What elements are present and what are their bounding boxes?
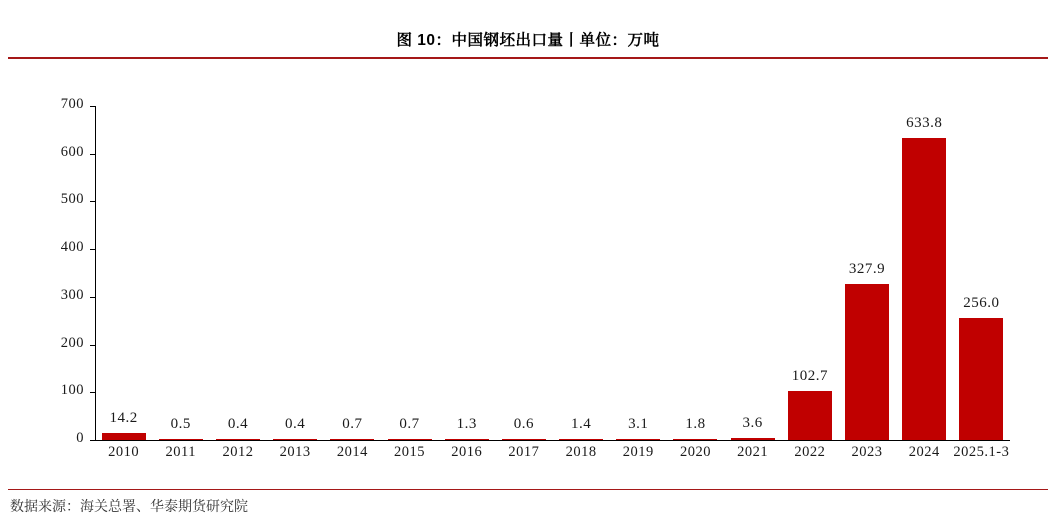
x-tick-label: 2010: [108, 444, 140, 460]
bar-value-label: 256.0: [963, 294, 1000, 311]
bar[interactable]: [102, 433, 146, 440]
y-tick-label: 700: [60, 96, 84, 112]
bar-value-label: 3.6: [742, 415, 763, 432]
bar-value-label: 0.7: [342, 415, 363, 432]
bar-slot: [667, 106, 724, 440]
x-tick-label: 2021: [737, 444, 769, 460]
x-tick-label: 2024: [908, 444, 940, 460]
bar-series: [95, 106, 1010, 440]
x-tick-label: 2025.1-3: [953, 444, 1010, 460]
x-tick-label: 2012: [222, 444, 254, 460]
bar[interactable]: [330, 439, 374, 441]
bar[interactable]: [559, 439, 603, 441]
bar-slot: [324, 106, 381, 440]
bar-value-label: 1.4: [570, 415, 592, 432]
bar-value-label: 1.8: [685, 415, 706, 432]
y-tick-label: 300: [60, 286, 84, 303]
x-tick-label: 2015: [394, 444, 426, 460]
bar-value-label: 327.9: [848, 260, 886, 277]
x-tick-label: 2011: [165, 444, 197, 460]
x-tick-label: 2014: [336, 444, 368, 460]
bar[interactable]: [273, 439, 317, 441]
bar[interactable]: [616, 439, 660, 441]
bar-slot: [438, 106, 495, 440]
x-tick-label: 2013: [279, 444, 311, 460]
bar[interactable]: [959, 318, 1003, 440]
bar-value-label: 0.4: [227, 415, 249, 432]
bar-slot: [381, 106, 438, 440]
x-tick-label: 2017: [508, 444, 540, 460]
y-tick-label: 600: [60, 143, 84, 160]
bar-slot: [267, 106, 324, 440]
x-axis: [95, 440, 1010, 441]
bar-slot: [152, 106, 209, 440]
bar[interactable]: [388, 439, 432, 441]
bar-slot: [610, 106, 667, 440]
x-tick-label: 2020: [679, 444, 711, 460]
bar-slot: [838, 106, 895, 440]
bar-value-label: 1.3: [456, 415, 477, 432]
bar[interactable]: [159, 439, 203, 441]
bar-value-label: 0.6: [513, 415, 535, 432]
y-tick-label: 400: [60, 239, 84, 256]
bar[interactable]: [445, 439, 489, 441]
x-tick-label: 2016: [451, 444, 483, 460]
bar-slot: [209, 106, 266, 440]
y-tick-mark: [90, 440, 95, 441]
y-tick-label: 100: [60, 382, 84, 399]
bar-slot: [896, 106, 953, 440]
bar[interactable]: [788, 391, 832, 440]
bar[interactable]: [731, 438, 775, 440]
y-tick-label: 200: [60, 334, 84, 351]
source-note: 数据来源：海关总署、华泰期货研究院: [10, 500, 248, 515]
title-divider: [8, 57, 1048, 59]
bar-value-label: 102.7: [791, 368, 828, 384]
bar-slot: [724, 106, 781, 440]
footer-divider: [8, 489, 1048, 490]
bar[interactable]: [902, 138, 946, 440]
bar-slot: [95, 106, 152, 440]
bar-value-label: 0.4: [285, 415, 306, 432]
x-tick-label: 2019: [622, 444, 654, 460]
x-tick-label: 2023: [851, 444, 883, 460]
bar-value-label: 14.2: [109, 410, 138, 427]
bar-slot: [953, 106, 1010, 440]
bar[interactable]: [216, 439, 260, 441]
bar-slot: [495, 106, 552, 440]
y-tick-label: 500: [60, 191, 84, 208]
bar-value-label: 0.5: [170, 415, 191, 432]
y-tick-label: 0: [76, 430, 84, 446]
bar[interactable]: [673, 439, 717, 441]
bar-value-label: 633.8: [906, 114, 943, 131]
chart-canvas: [0, 78, 1056, 478]
page-title: 图 10：中国钢坯出口量丨单位：万吨: [396, 32, 660, 49]
bar-slot: [781, 106, 838, 440]
x-tick-label: 2022: [794, 444, 826, 460]
bar-slot: [553, 106, 610, 440]
bar-value-label: 3.1: [628, 415, 649, 432]
bar[interactable]: [502, 439, 546, 441]
x-tick-label: 2018: [565, 444, 597, 460]
bar[interactable]: [845, 284, 889, 440]
bar-value-label: 0.7: [399, 415, 420, 432]
